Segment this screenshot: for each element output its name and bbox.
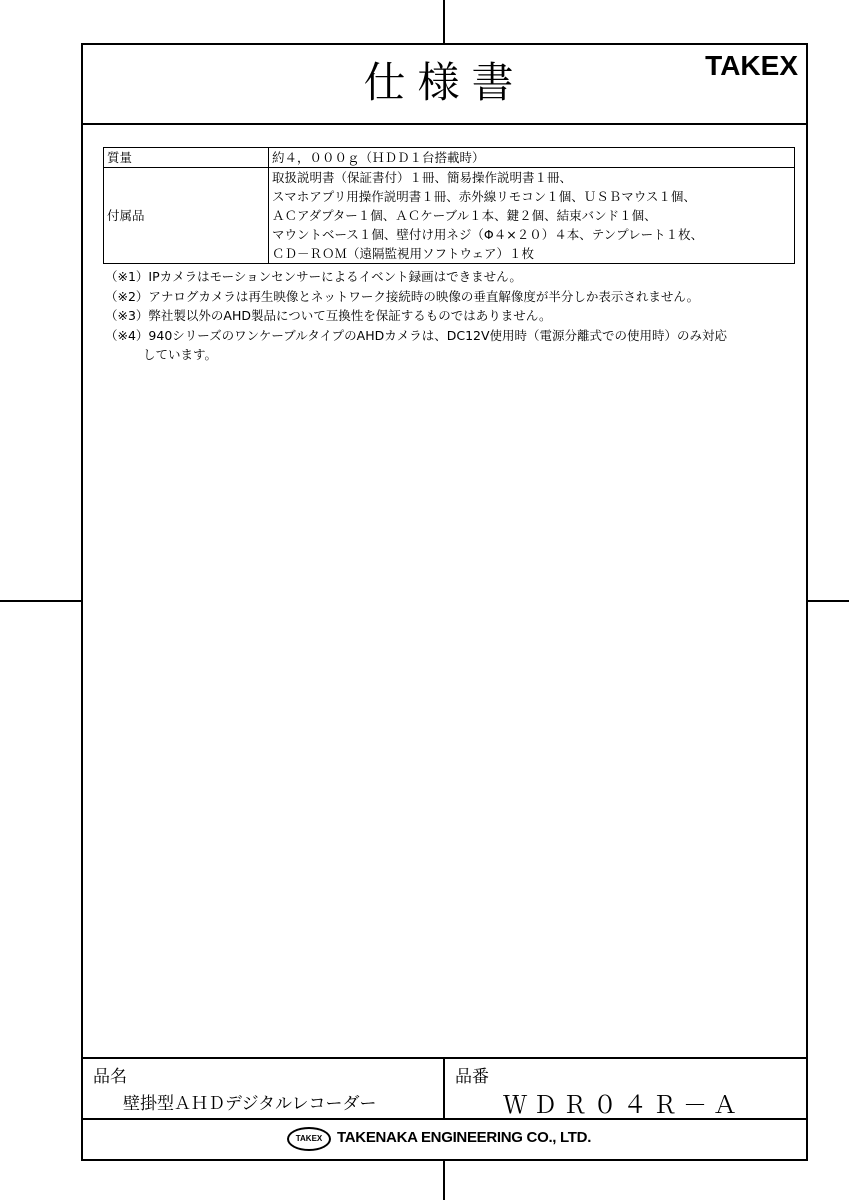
spec-table — [103, 147, 795, 264]
product-number-cell — [445, 1059, 806, 1118]
spec-value — [269, 168, 795, 264]
spec-line: 約４，０００ｇ（ＨＤＤ１台搭載時） — [272, 150, 485, 165]
company-name: TAKENAKA ENGINEERING CO., LTD. — [337, 1129, 592, 1146]
note-line: （※4）940シリーズのワンケーブルタイプのAHDカメラは、DC12V使用時（電源分離式での使用時）のみ対応 — [105, 327, 728, 343]
spec-line: ＡＣアダプター１個、ＡＣケーブル１本、鍵２個、結束バンド１個、 — [272, 208, 657, 223]
product-number: ＷＤＲ０４Ｒ－Ａ — [503, 1091, 743, 1119]
spec-row-accessories — [104, 168, 795, 264]
spec-line: マウントベース１個、壁付け用ネジ（Φ４×２０）４本、テンプレート１枚、 — [272, 227, 704, 242]
note-line: （※2）アナログカメラは再生映像とネットワーク接続時の映像の垂直解像度が半分しか表示されません。 — [105, 288, 700, 304]
spec-line: ＣＤ－ＲＯＭ（遠隔監視用ソフトウェア）１枚 — [272, 246, 535, 261]
note-line: しています。 — [143, 347, 218, 362]
crop-mark-bottom — [443, 1161, 445, 1200]
spec-line: スマホアプリ用操作説明書１冊、赤外線リモコン１個、ＵＳＢマウス１個、 — [272, 189, 696, 204]
product-name-label: 品名 — [93, 1067, 127, 1087]
spec-line: 取扱説明書（保証書付）１冊、簡易操作説明書１冊、 — [272, 170, 573, 185]
title-block — [83, 1057, 806, 1159]
note-line: （※3）弊社製以外のAHD製品について互換性を保証するものではありません。 — [105, 308, 552, 323]
spec-label: 付属品 — [104, 168, 269, 264]
notes — [105, 267, 795, 365]
company-logo: TAKEX — [287, 1127, 331, 1151]
crop-mark-top — [443, 0, 445, 43]
document-frame — [81, 43, 808, 1161]
product-name-cell — [83, 1059, 445, 1118]
page-title: 仕様書 — [363, 58, 526, 107]
title-bar — [83, 45, 806, 125]
product-name: 壁掛型ＡＨＤデジタルレコーダー — [123, 1094, 377, 1114]
crop-mark-right — [808, 600, 849, 602]
brand-logo: TAKEX — [705, 50, 798, 81]
company-row — [83, 1118, 806, 1159]
spec-row-weight — [104, 148, 795, 168]
spec-value — [269, 148, 795, 168]
product-number-label: 品番 — [455, 1067, 489, 1087]
note-line: （※1）IPカメラはモーションセンサーによるイベント録画はできません。 — [105, 269, 522, 284]
spec-label: 質量 — [104, 148, 269, 168]
crop-mark-left — [0, 600, 81, 602]
